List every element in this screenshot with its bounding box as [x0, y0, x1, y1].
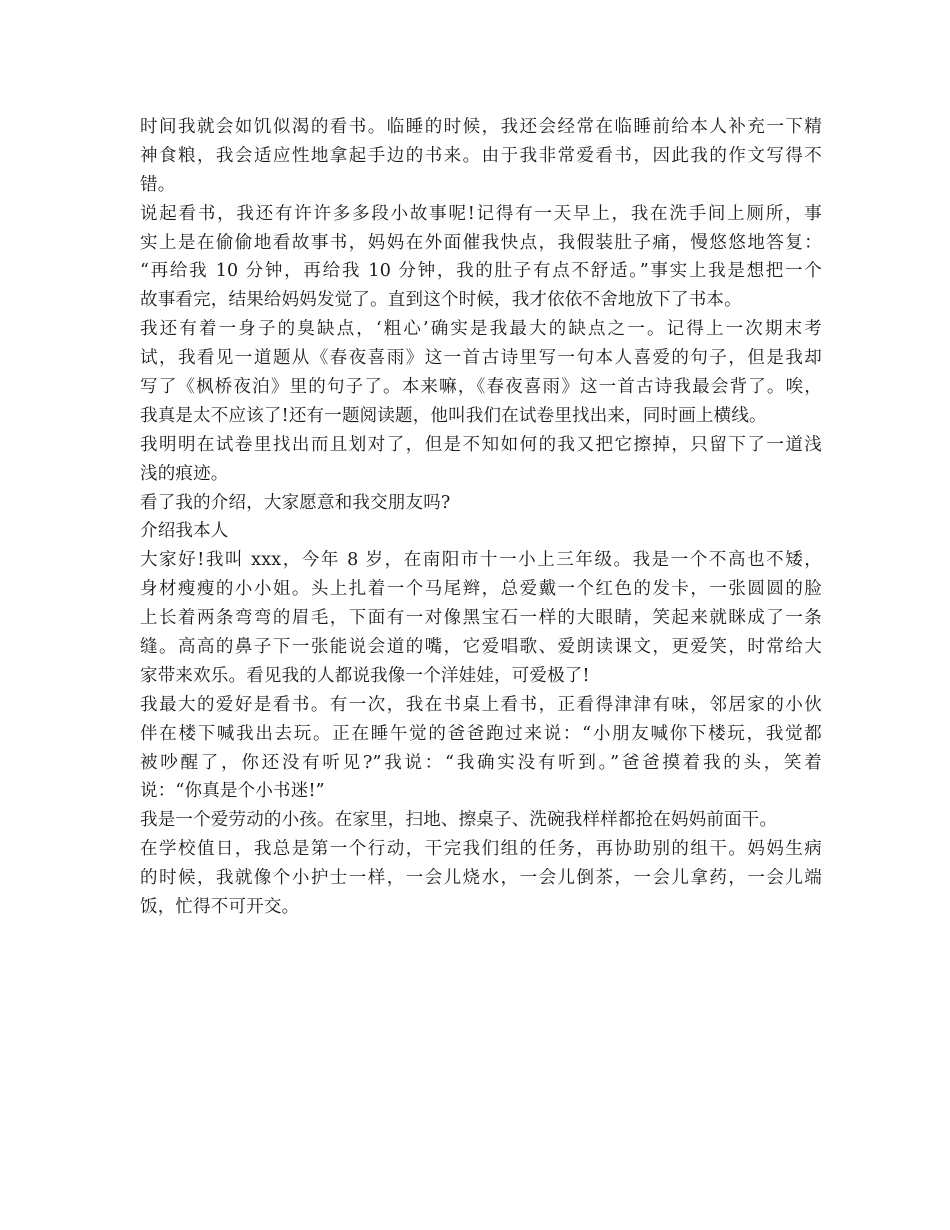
- text-line: 我明明在试卷里找出而且划对了，但是不知如何的我又把它擦掉，只留下了一道浅: [140, 434, 822, 455]
- text-line: 浅的痕迹。: [140, 463, 229, 484]
- text-line: 缝。高高的鼻子下一张能说会道的嘴，它爱唱歌、爱朗读课文，更爱笑，时常给大: [140, 637, 822, 658]
- text-line: 上长着两条弯弯的眉毛，下面有一对像黑宝石一样的大眼睛，笑起来就眯成了一条: [140, 608, 822, 629]
- text-line: 的时候，我就像个小护士一样，一会儿烧水，一会儿倒茶，一会儿拿药，一会儿端: [140, 868, 822, 889]
- text-line: 故事看完，结果给妈妈发觉了。直到这个时候，我才依依不舍地放下了书本。: [140, 290, 742, 311]
- text-line: 我真是太不应该了!还有一题阅读题，他叫我们在试卷里找出来，同时画上横线。: [140, 405, 767, 426]
- text-line: 写了《枫桥夜泊》里的句子了。本来嘛，《春夜喜雨》这一首古诗我最会背了。唉，: [140, 377, 822, 398]
- text-line: 大家好!我叫 xxx，今年 8 岁，在南阳市十一小上三年级。我是一个不高也不矮，: [140, 550, 822, 571]
- text-line: 身材瘦瘦的小小姐。头上扎着一个马尾辫，总爱戴一个红色的发卡，一张圆圆的脸: [140, 579, 822, 600]
- text-line: 家带来欢乐。看见我的人都说我像一个洋娃娃，可爱极了!: [140, 665, 590, 686]
- text-line: 错。: [140, 174, 176, 195]
- text-line: 被吵醒了，你还没有听见?”我说：“我确实没有听到。”爸爸摸着我的头，笑着: [140, 752, 822, 773]
- text-line: 试，我看见一道题从《春夜喜雨》这一首古诗里写一句本人喜爱的句子，但是我却: [140, 348, 822, 369]
- document-page: [140, 113, 822, 922]
- text-line: 说起看书，我还有许许多多段小故事呢!记得有一天早上，我在洗手间上厕所，事: [140, 203, 822, 224]
- text-line: “再给我 10 分钟，再给我 10 分钟，我的肚子有点不舒适。”事实上我是想把一个: [140, 261, 822, 282]
- text-line: 时间我就会如饥似渴的看书。临睡的时候，我还会经常在临睡前给本人补充一下精: [140, 117, 822, 137]
- text-line: 我是一个爱劳动的小孩。在家里，扫地、擦桌子、洗碗我样样都抢在妈妈前面干。: [140, 810, 778, 831]
- text-line: 神食粮，我会适应性地拿起手边的书来。由于我非常爱看书，因此我的作文写得不: [140, 145, 822, 166]
- text-line: 我最大的爱好是看书。有一次，我在书桌上看书，正看得津津有味，邻居家的小伙: [140, 694, 822, 715]
- text-line: 实上是在偷偷地看故事书，妈妈在外面催我快点，我假装肚子痛，慢悠悠地答复：: [140, 232, 822, 253]
- text-line: 伴在楼下喊我出去玩。正在睡午觉的爸爸跑过来说：“小朋友喊你下楼玩，我觉都: [140, 723, 822, 744]
- text-line: 我还有着一身子的臭缺点，‘粗心’确实是我最大的缺点之一。记得上一次期末考: [140, 319, 822, 340]
- text-line: 饭，忙得不可开交。: [140, 897, 300, 918]
- text-line: 看了我的介绍，大家愿意和我交朋友吗?: [140, 492, 451, 513]
- text-line: 说：“你真是个小书迷!”: [140, 781, 325, 802]
- text-line: 在学校值日，我总是第一个行动，干完我们组的任务，再协助别的组干。妈妈生病: [140, 839, 822, 860]
- text-line: 介绍我本人: [140, 521, 229, 542]
